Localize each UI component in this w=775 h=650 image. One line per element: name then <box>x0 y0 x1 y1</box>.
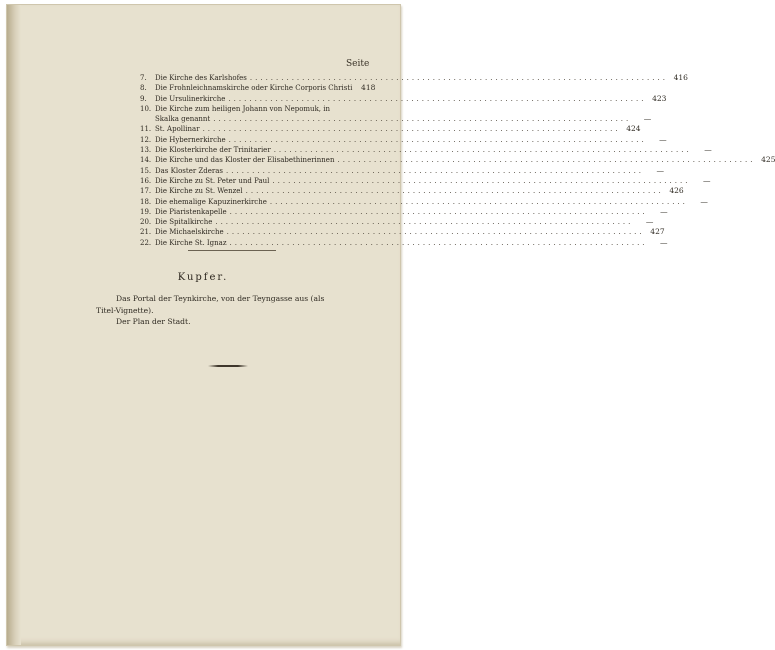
toc-number: 18. <box>140 197 152 206</box>
toc-leader-dots: ................................................................................ <box>229 238 648 247</box>
toc-page-number: 425 <box>761 155 775 165</box>
toc-title: Die Ursulinerkirche <box>155 94 226 103</box>
toc-title: Die Kirche St. Ignaz <box>155 238 227 247</box>
toc-page-number: 418 <box>361 83 376 93</box>
toc-page-number: 416 <box>673 73 688 82</box>
toc-page-number: — <box>656 165 665 175</box>
toc-row <box>140 227 665 237</box>
toc-row <box>140 186 684 196</box>
toc-title: Die Kirche zum heiligen Johann von Nepomuk, in <box>155 104 331 113</box>
toc-title: Die Hybernerkirche <box>155 135 226 144</box>
toc-page-number: — <box>660 237 668 247</box>
toc-title: Die ehemalige Kapuzinerkirche <box>155 197 267 206</box>
toc-row <box>140 104 369 114</box>
toc-row <box>140 165 665 176</box>
toc-title: Die Kirche und das Kloster der Elisabethinerinnen <box>155 156 335 165</box>
toc-leader-dots: ................................................................................ <box>228 94 647 103</box>
toc-row <box>140 175 711 186</box>
toc-number: 20. <box>140 218 152 227</box>
toc-page-number: — <box>702 175 711 185</box>
toc-title: Die Michaelskirche <box>155 228 224 237</box>
toc-page-number: 427 <box>650 227 665 237</box>
toc-number: 22. <box>140 238 152 247</box>
toc-page-number: — <box>700 196 708 206</box>
toc-title: Die Kirche zu St. Peter und Paul <box>155 176 270 185</box>
toc-leader-dots: ................................................................................ <box>272 176 691 185</box>
toc-title: Skalka genannt <box>155 115 211 124</box>
toc-row <box>140 134 667 145</box>
toc-number: 8. <box>140 84 147 93</box>
toc-row <box>140 155 775 165</box>
toc-leader-dots: ................................................................................ <box>228 135 647 144</box>
toc-page-number: — <box>643 114 652 124</box>
toc-row <box>140 196 708 207</box>
toc-title: Die Frohnleichnamskirche oder Kirche Corporis Christi <box>155 84 353 93</box>
toc-leader-dots: ................................................................................ <box>215 218 634 227</box>
toc-page-number: 424 <box>626 124 641 134</box>
toc-number: 21. <box>140 228 152 237</box>
toc-number: 12. <box>140 135 152 144</box>
plates-list <box>96 293 371 328</box>
toc-page-number: — <box>659 134 667 144</box>
toc-leader-dots: ................................................................................ <box>202 125 621 134</box>
page-spine-shadow <box>7 5 21 645</box>
toc-title: St. Apollinar <box>155 125 200 134</box>
toc-row <box>140 93 667 104</box>
toc-number: 13. <box>140 146 152 155</box>
toc-page-number: — <box>704 145 712 155</box>
toc-title: Das Kloster Zderas <box>155 166 224 175</box>
toc-page-number: 423 <box>652 93 667 103</box>
end-ornament <box>208 365 248 367</box>
toc-row <box>140 124 641 134</box>
seite-header: Seite <box>346 59 370 69</box>
toc-title: Die Kirche zu St. Wenzel <box>155 187 243 196</box>
toc-row <box>140 206 668 217</box>
toc-leader-dots: ................................................................................ <box>213 115 632 124</box>
toc-number: 10. <box>140 104 152 113</box>
toc-leader-dots: ................................................................................ <box>249 74 668 82</box>
toc-leader-dots: ................................................................................ <box>245 187 664 196</box>
toc-row <box>140 73 688 83</box>
toc-number: 14. <box>140 156 152 165</box>
toc-row <box>140 114 652 124</box>
plate-line-1: Das Portal der Teynkirche, von der Teyngasse aus (als <box>116 294 325 303</box>
toc-number: 15. <box>140 166 152 175</box>
toc-leader-dots: ................................................................................ <box>273 146 692 155</box>
toc-row <box>140 83 376 93</box>
plate-line-3: Der Plan der Stadt. <box>116 317 191 327</box>
kupfer-heading: Kupfer. <box>177 272 229 283</box>
toc-number: 17. <box>140 187 152 196</box>
toc-page-number: 426 <box>669 186 684 196</box>
toc-row <box>140 145 712 155</box>
toc-row <box>140 237 668 248</box>
toc-title: Die Piaristenkapelle <box>155 207 227 216</box>
toc-title: Die Kirche des Karlshofes <box>155 74 247 82</box>
toc-leader-dots: ................................................................................ <box>226 228 645 237</box>
toc-page-number: — <box>660 206 668 216</box>
toc-number: 9. <box>140 94 147 103</box>
toc-number: 19. <box>140 207 152 216</box>
toc-page-number: — <box>645 217 654 227</box>
toc-leader-dots: ................................................................................ <box>269 197 688 206</box>
toc-number: 7. <box>140 74 147 82</box>
plate-line-2: Titel-Vignette). <box>96 305 154 315</box>
toc-title: Die Klosterkirche der Trinitarier <box>155 146 271 155</box>
toc-leader-dots: ................................................................................ <box>337 156 756 165</box>
toc-leader-dots: ................................................................................ <box>229 207 648 216</box>
toc-title: Die Spitalkirche <box>155 218 213 227</box>
toc-number: 11. <box>140 125 152 134</box>
table-of-contents <box>140 73 775 248</box>
toc-leader-dots: ................................................................................ <box>226 166 645 175</box>
section-divider <box>188 250 276 251</box>
toc-row <box>140 217 654 227</box>
toc-number: 16. <box>140 176 152 185</box>
